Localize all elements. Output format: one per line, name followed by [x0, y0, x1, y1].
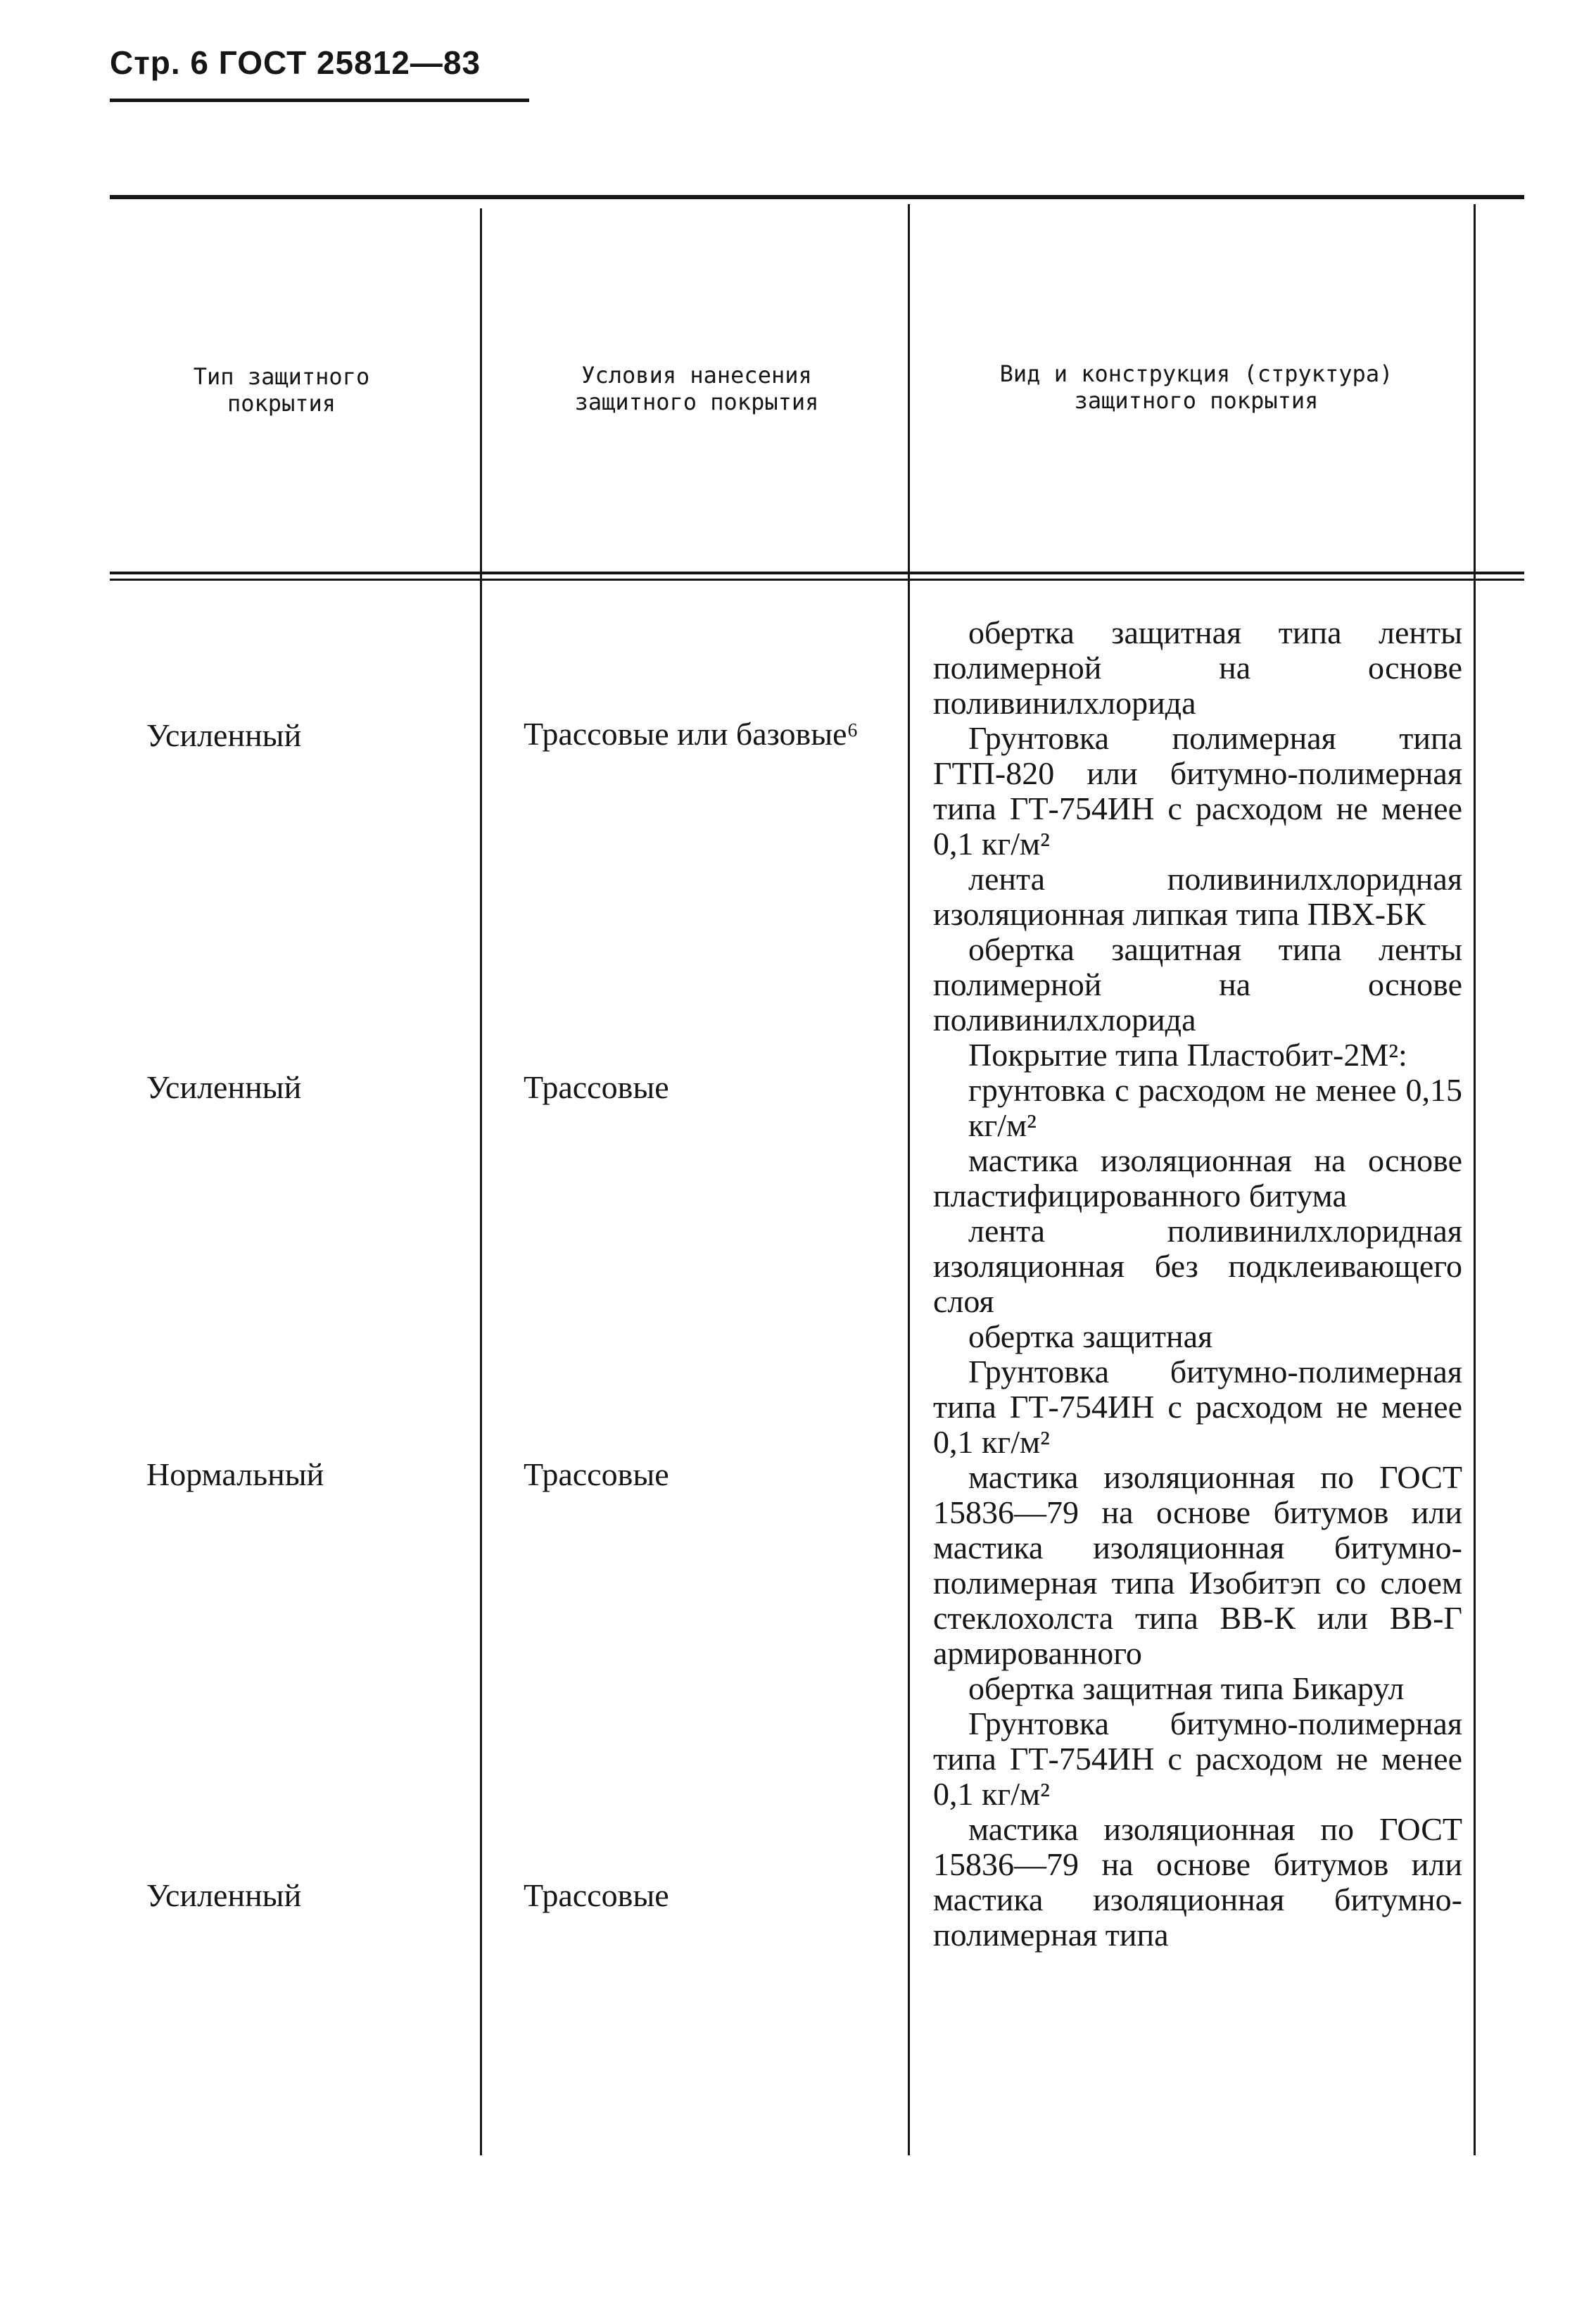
structure-item: мастика изоляционная по ГОСТ 15836—79 на основе битумов или мастика изоляционная битумно-полимерная типа — [933, 1811, 1462, 1953]
table-head-rule-upper — [110, 572, 1524, 574]
structure-subitem: грунтовка с расходом не менее 0,15 кг/м² — [968, 1072, 1462, 1143]
structure-item: мастика изоляционная на основе пластифицированного битума — [933, 1142, 1462, 1214]
header-rule — [110, 99, 529, 102]
structure-item: обертка защитная — [968, 1318, 1213, 1354]
structure-item: Грунтовка битумно-полимерная типа ГТ-754ИН с расходом не менее 0,1 кг/м² — [933, 1354, 1462, 1460]
structure-item: Грунтовка битумно-полимерная типа ГТ-754ИН с расходом не менее 0,1 кг/м² — [933, 1706, 1462, 1812]
row-3-conditions: Трассовые — [524, 1456, 669, 1492]
table-top-rule — [110, 195, 1524, 199]
row-4-type: Усиленный — [146, 1877, 302, 1913]
row-4-conditions: Трассовые — [524, 1877, 669, 1913]
structure-item: обертка защитная типа ленты полимерной на основе поливинилхлорида — [933, 931, 1462, 1038]
structure-item: лента поливинилхлоридная изоляционная без подклеивающего слоя — [933, 1213, 1462, 1319]
structure-item: обертка защитная типа ленты полимерной на основе поливинилхлорида — [933, 615, 1462, 721]
structure-item: Покрытие типа Пластобит-2М²: — [968, 1037, 1407, 1073]
row-2-conditions: Трассовые — [524, 1069, 669, 1105]
column-divider-2 — [908, 204, 910, 2155]
structure-item: мастика изоляционная по ГОСТ 15836—79 на основе битумов или мастика изоляционная битумно-полимерная типа Изобитэп со слоем стеклохолста типа ВВ-К или ВВ-Г армированного — [933, 1459, 1462, 1671]
column-header-type: Тип защитного покрытия — [193, 363, 370, 417]
row-1-type: Усиленный — [146, 717, 302, 753]
page-header: Стр. 6 ГОСТ 25812—83 — [110, 44, 481, 81]
column-header-structure: Вид и конструкция (структура) защитного покрытия — [999, 360, 1393, 415]
structure-item: Грунтовка полимерная типа ГТП-820 или битумно-полимерная типа ГТ-754ИН с расходом не менее 0,1 кг/м² — [933, 720, 1462, 862]
table-head-rule-lower — [110, 579, 1524, 581]
structure-item: лента поливинилхлоридная изоляционная липкая типа ПВХ-БК — [933, 861, 1462, 932]
structure-column — [933, 615, 1462, 1953]
column-divider-1 — [480, 208, 482, 2155]
row-2-type: Усиленный — [146, 1069, 302, 1105]
row-3-type: Нормальный — [146, 1456, 324, 1492]
column-divider-3 — [1474, 204, 1476, 2155]
column-header-conditions: Условия нанесения защитного покрытия — [574, 362, 819, 416]
structure-item: обертка защитная типа Бикарул — [968, 1670, 1405, 1706]
row-1-conditions: Трассовые или базовые⁶ — [524, 716, 859, 752]
